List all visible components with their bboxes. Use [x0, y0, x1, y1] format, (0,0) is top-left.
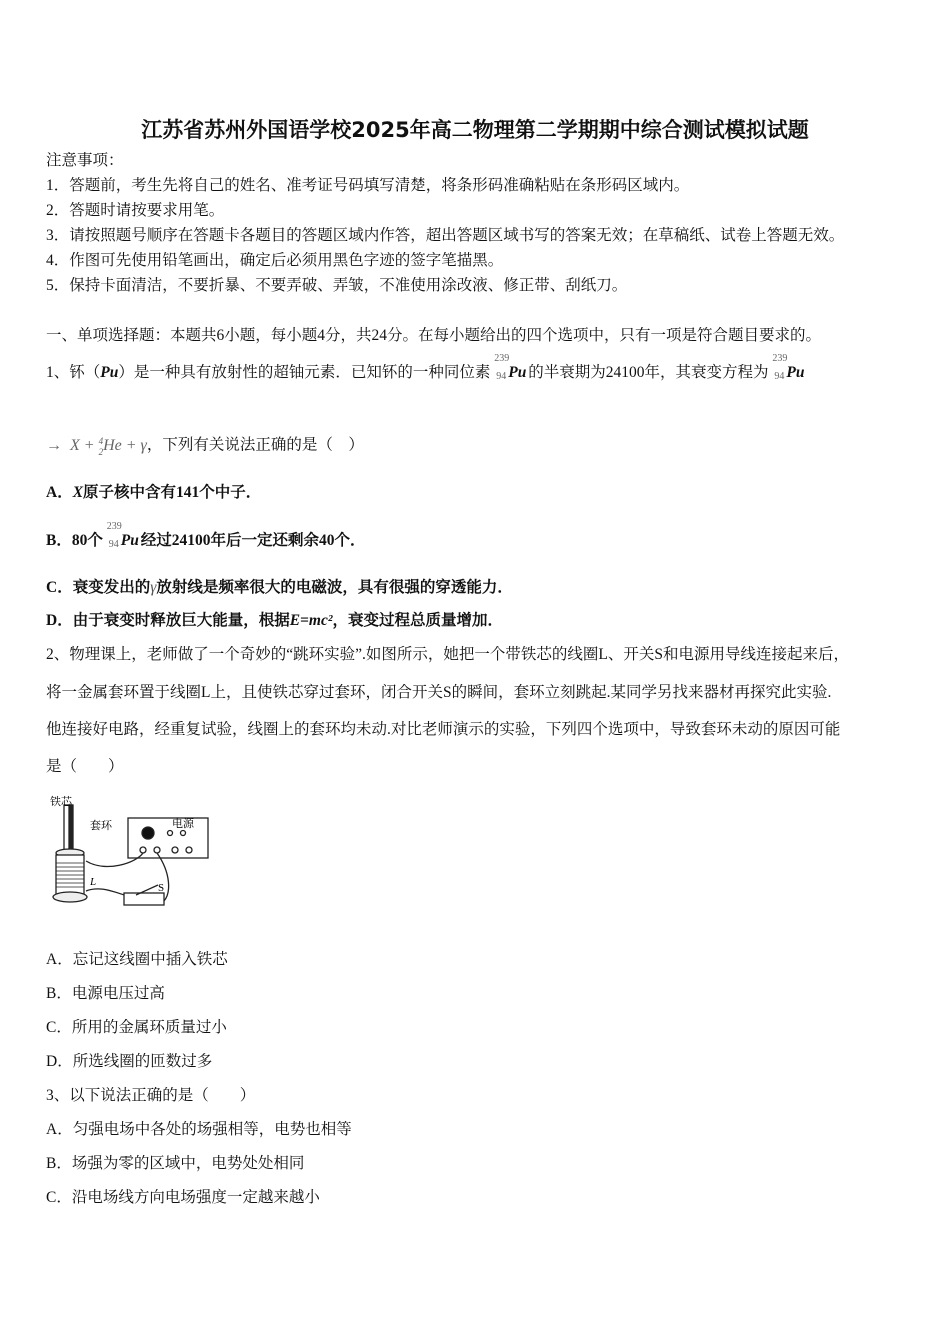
- element-symbol: Pu: [786, 364, 805, 381]
- q3-option-b: B．场强为零的区域中，电势处处相同: [46, 1155, 305, 1172]
- label-power: 电源: [172, 818, 194, 830]
- pu-isotope: [772, 353, 806, 383]
- q3-stem: 3、以下说法正确的是（ ）: [46, 1087, 256, 1104]
- q2-option-b: B．电源电压过高: [46, 985, 165, 1002]
- decay-equation: [46, 436, 147, 457]
- q1-text: ）是一种具有放射性的超铀元素．已知钚的一种同位素: [118, 364, 491, 381]
- q1-text: ，下列有关说法正确的是（ ）: [146, 436, 364, 454]
- element-symbol: Pu: [508, 364, 527, 381]
- option-text: 经过24100年后一定还剩余40个．: [140, 532, 366, 549]
- option-text: 原子核中含有141个中子．: [83, 484, 262, 501]
- q1-equation-line: [46, 435, 364, 457]
- formula: E=mc²: [289, 612, 333, 629]
- label-core: 铁芯: [50, 796, 72, 808]
- notice-item: 3．请按照题号顺序在答题卡各题目的答题区域内作答，超出答题区域书写的答案无效；在草稿纸、试卷上答题无效。: [46, 227, 845, 244]
- option-label: D．: [46, 612, 73, 629]
- label-ring: 套环: [90, 820, 112, 832]
- q2-stem: 2、物理课上，老师做了一个奇妙的“跳环实验”.如图所示，她把一个带铁芯的线圈L、开关S和电源用导线连接起来后，: [46, 646, 849, 663]
- atomic-number: 94: [496, 371, 507, 382]
- q2-option-c: C．所用的金属环质量过小: [46, 1019, 227, 1036]
- element-symbol: Pu: [120, 532, 139, 549]
- option-text: 由于衰变时释放巨大能量，根据: [72, 612, 290, 629]
- he-mass: 4: [98, 436, 104, 446]
- q1-option-b: [46, 521, 366, 551]
- q2-option-d: D．所选线圈的匝数过多: [46, 1053, 213, 1070]
- option-label: B．: [46, 532, 72, 549]
- jumping-ring-circuit-figure: [46, 793, 216, 918]
- q1-option-d: [46, 611, 503, 631]
- mass-number: 239: [494, 353, 510, 364]
- option-text: 放射线是频率很大的电磁波，具有很强的穿透能力．: [156, 579, 513, 596]
- mass-number: 239: [772, 353, 788, 364]
- gamma: + γ: [125, 436, 147, 454]
- plus: +: [83, 436, 95, 454]
- notice-item: 2．答题时请按要求用笔。: [46, 202, 225, 219]
- page-title: 江苏省苏州外国语学校2025年高二物理第二学期期中综合测试模拟试题: [141, 118, 809, 142]
- q2-stem: 他连接好电路，经重复试验，线圈上的套环均未动.对比老师演示的实验，下列四个选项中，导致套环未动的原因可能: [46, 721, 841, 738]
- option-text: 80个: [71, 532, 103, 549]
- pu-symbol: Pu: [100, 364, 119, 381]
- q3-option-c: C．沿电场线方向电场强度一定越来越小: [46, 1189, 320, 1206]
- q2-stem: 将一金属套环置于线圈L上，且使铁芯穿过套环，闭合开关S的瞬间，套环立刻跳起.某同学另找来器材再探究此实验.: [46, 684, 832, 701]
- q1-text: 1、钚（: [46, 364, 101, 381]
- q2-stem: 是（ ）: [46, 758, 124, 775]
- pu-isotope: [106, 521, 141, 551]
- he-z: 2: [98, 447, 104, 457]
- atomic-number: 94: [774, 371, 785, 382]
- x-symbol: X: [72, 484, 84, 501]
- x-symbol: X: [70, 436, 80, 454]
- label-switch: S: [158, 882, 165, 894]
- q1-option-a: [46, 483, 261, 503]
- pu-isotope: [494, 353, 528, 383]
- q1-text: 的半衰期为24100年，其衰变方程为: [528, 364, 769, 381]
- option-text: 衰变发出的: [72, 579, 151, 596]
- q1-option-c: [46, 578, 513, 598]
- q3-option-a: A．匀强电场中各处的场强相等，电势也相等: [46, 1121, 352, 1138]
- notice-item: 5．保持卡面清洁，不要折暴、不要弄破、弄皱，不准使用涂改液、修正带、刮纸刀。: [46, 277, 628, 294]
- q2-option-a: A．忘记这线圈中插入铁芯: [46, 951, 228, 968]
- notice-item: 1．答题前，考生先将自己的姓名、准考证号码填写清楚，将条形码准确粘贴在条形码区域内。: [46, 177, 690, 194]
- notice-heading: 注意事项：: [46, 152, 124, 169]
- mass-number: 239: [106, 521, 122, 532]
- notice-item: 4．作图可先使用铅笔画出，确定后必须用黑色字迹的签字笔描黑。: [46, 252, 504, 269]
- q1-stem: [46, 353, 806, 383]
- section-heading: 一、单项选择题：本题共6小题，每小题4分，共24分。在每小题给出的四个选项中，只有一项是符合题目要求的。: [46, 327, 822, 344]
- option-label: A．: [46, 484, 73, 501]
- he-symbol: He: [103, 436, 122, 454]
- option-label: C．: [46, 579, 73, 596]
- option-text: ，衰变过程总质量增加．: [332, 612, 503, 629]
- gamma: γ: [150, 579, 157, 596]
- label-coil: L: [90, 876, 97, 888]
- arrow: →: [46, 436, 62, 454]
- atomic-number: 94: [108, 539, 119, 550]
